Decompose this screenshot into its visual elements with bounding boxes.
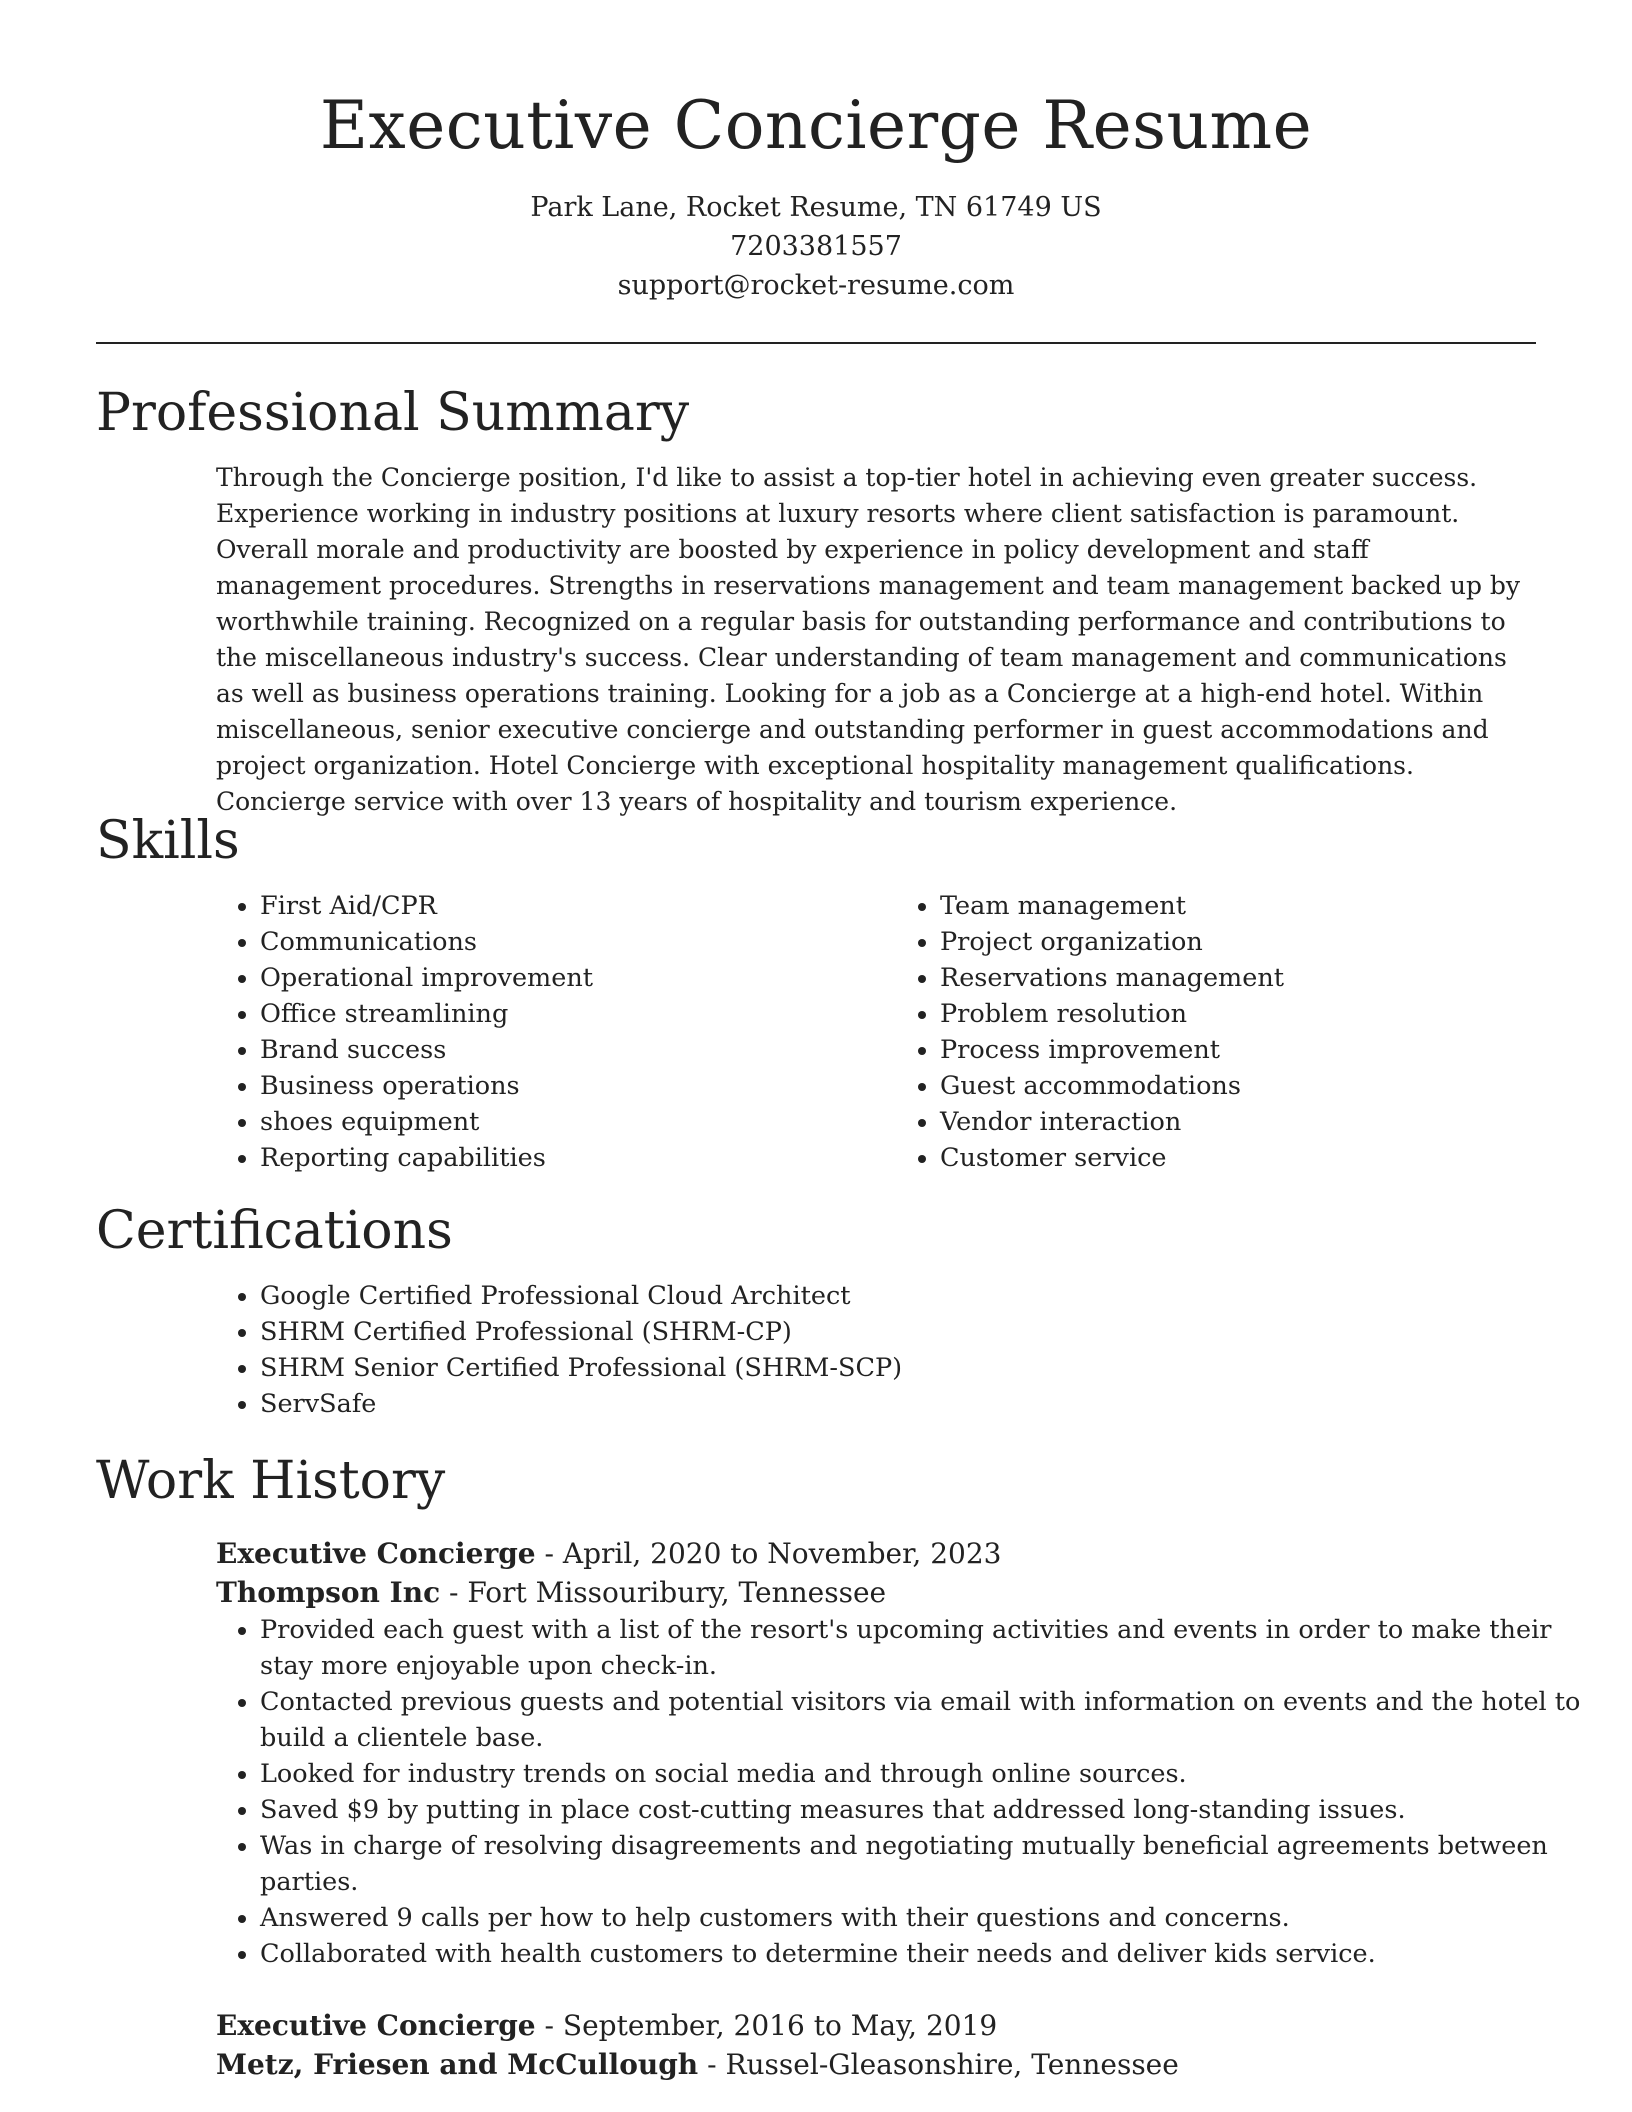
job-company: Metz, Friesen and McCullough [216,2048,699,2081]
skills-left-list [96,888,910,1176]
job-location: Fort Missouribury, Tennessee [467,1576,887,1609]
certifications-section [96,1200,1536,1422]
list-item: • Guest accommodations [940,1068,1500,1104]
summary-text: Through the Concierge position, I'd like to assist a top-tier hotel in achieving even greater success. Experience working in industry positions at luxury resorts where client satisfaction is paramount. Overall morale and productivity are boosted by experience in policy development and staff management procedures. Strengths in reservations management and team management backed up by worthwhile training. Recognized on a regular basis for outstanding performance and contributions to the miscellaneous industry's success. Clear understanding of team management and communications as well as business operations training. Looking for a job as a Concierge at a high-end hotel. Within miscellaneous, senior executive concierge and outstanding performer in guest accommodations and project organization. Hotel Concierge with exceptional hospitality management qualifications. Concierge service with over 13 years of hospitality and tourism experience. [216,463,1521,816]
summary-section [96,382,1536,820]
skills-section [96,810,1536,1176]
list-item: • Team management [940,888,1500,924]
work-history-section [96,1450,1581,2084]
list-item: • SHRM Certified Professional (SHRM-CP) [260,1314,1536,1350]
list-item: • Communications [260,924,910,960]
address: Park Lane, Rocket Resume, TN 61749 US [530,192,1102,223]
certifications-list [96,1278,1536,1422]
list-item: • Looked for industry trends on social media and through online sources. [260,1756,1600,1792]
job-role: Executive Concierge [216,2009,536,2042]
job-company-line: Metz, Friesen and McCullough - Russel-Gleasonshire, Tennessee [216,2048,1179,2081]
list-item: • Saved $9 by putting in place cost-cutting measures that addressed long-standing issues. [260,1792,1600,1828]
header-divider [96,342,1536,344]
list-item: • Google Certified Professional Cloud Architect [260,1278,1536,1314]
job-role: Executive Concierge [216,1537,536,1570]
job-dates: September, 2016 to May, 2019 [562,2009,998,2042]
email: support@rocket-resume.com [617,270,1015,301]
list-item: • Vendor interaction [940,1104,1500,1140]
job-header [216,2006,1536,2084]
list-item: • Collaborated with health customers to determine their needs and deliver kids service. [260,1936,1600,1972]
job-location: Russel-Gleasonshire, Tennessee [725,2048,1179,2081]
job-company: Thompson Inc [216,1576,441,1609]
list-item: • ServSafe [260,1386,1536,1422]
list-item: • shoes equipment [260,1104,910,1140]
resume-header [0,0,1632,305]
section-heading: Certifications [96,1201,453,1261]
job-bullets [96,1612,1600,1972]
list-item: • Operational improvement [260,960,910,996]
list-item: • Process improvement [940,1032,1500,1068]
job-company-line: Thompson Inc - Fort Missouribury, Tennessee [216,1576,887,1609]
section-heading: Professional Summary [96,383,690,443]
contact-block [0,188,1632,305]
list-item: • Provided each guest with a list of the resort's upcoming activities and events in order to make their stay more enjoyable upon check-in. [260,1612,1600,1684]
resume-title: Executive Concierge Resume [319,87,1313,164]
skills-columns [96,888,1536,1176]
list-item: • Reservations management [940,960,1500,996]
list-item: • Was in charge of resolving disagreements and negotiating mutually beneficial agreements between parties. [260,1828,1600,1900]
list-item: • Office streamlining [260,996,910,1032]
list-item: • First Aid/CPR [260,888,910,924]
job-dates: April, 2020 to November, 2023 [562,1537,1002,1570]
list-item: • Customer service [940,1140,1500,1176]
list-item: • Answered 9 calls per how to help customers with their questions and concerns. [260,1900,1600,1936]
list-item: • Business operations [260,1068,910,1104]
job-header [216,1534,1536,1612]
section-heading: Skills [96,811,240,871]
job-title-line: Executive Concierge - September, 2016 to May, 2019 [216,2009,998,2042]
phone: 7203381557 [730,231,902,262]
list-item: • Reporting capabilities [260,1140,910,1176]
list-item: • Project organization [940,924,1500,960]
skills-right-list [910,888,1500,1176]
list-item: • Problem resolution [940,996,1500,1032]
job-title-line: Executive Concierge - April, 2020 to November, 2023 [216,1537,1002,1570]
list-item: • Contacted previous guests and potential visitors via email with information on events and the hotel to build a clientele base. [260,1684,1600,1756]
section-heading: Work History [96,1451,446,1511]
list-item: • Brand success [260,1032,910,1068]
list-item: • SHRM Senior Certified Professional (SHRM-SCP) [260,1350,1536,1386]
